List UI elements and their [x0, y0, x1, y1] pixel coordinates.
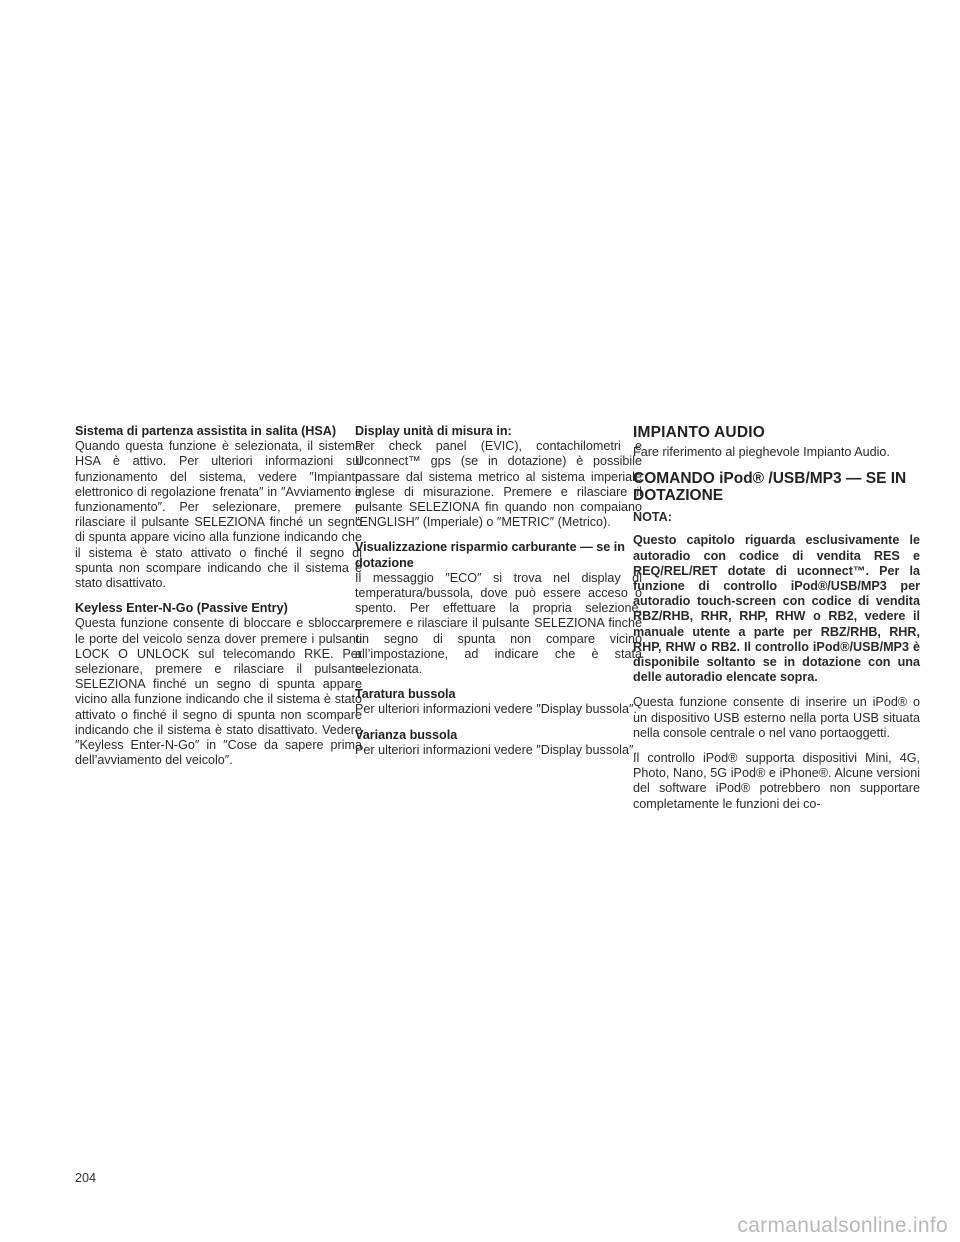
units-heading: Display unità di misura in: [355, 424, 512, 438]
note-text: Questo capitolo riguarda esclusivamente le autoradio con codice di vendita RES e REQ/REL/RET dotate di uconnect™. Per la funzione di controllo iPod®/USB/MP3 per autoradio touch-screen con codice di vendita RBZ/RHB, RHR, RHP, RHW o RB2, vedere il manuale utente a parte per RBZ/RHB, RHR, RHP, RHW o RB2. Il controllo iPod®/USB/MP3 è disponibile soltanto se in dotazione con una delle autoradio elencate sopra. [633, 533, 920, 685]
note-label: NOTA: [633, 510, 672, 525]
section-keyless [75, 601, 362, 768]
ipod-paragraph-1: Questa funzione consente di inserire un iPod® o un dispositivo USB esterno nella porta USB situata nella console centrale o nel vano portaoggetti. [633, 695, 920, 740]
audio-system-paragraph: Fare riferimento al pieghevole Impianto Audio. [633, 445, 890, 459]
watermark: carmanualsonline.info [737, 1214, 948, 1237]
column-right [633, 424, 920, 822]
section-hsa [75, 424, 362, 591]
variance-paragraph: Per ulteriori informazioni vedere ″Display bussola″. [355, 742, 637, 757]
hsa-paragraph: Quando questa funzione è selezionata, il sistema HSA è attivo. Per ulteriori informazioni sul funzionamento del sistema, vedere ″Impianto elettronico di regolazione frenata″ in ″Avviamento e funzionamento″. Per selezionare, premere e rilasciare il pulsante SELEZIONA finché un segno di spunta appare vicino alla funzione indicando che il sistema è stato attivato o finché il segno di spunta non scompare indicando che il sistema è stato disattivato. [75, 439, 362, 591]
ipod-paragraph-2: Il controllo iPod® supporta dispositivi Mini, 4G, Photo, Nano, 5G iPod® e iPhone®. Alcune versioni del software iPod® potrebbero non supportare completamente le funzioni dei co- [633, 751, 920, 811]
keyless-heading: Keyless Enter-N-Go (Passive Entry) [75, 601, 288, 616]
calibration-paragraph: Per ulteriori informazioni vedere ″Display bussola″. [355, 702, 637, 717]
units-paragraph: Per check panel (EVIC), contachilometri e Uconnect™ gps (se in dotazione) è possibile passare dal sistema metrico al sistema imperiale inglese di misurazione. Premere e rilasciare il pulsante SELEZIONA fin quando non compaiano ″ENGLISH″ (Imperiale) o ″METRIC″ (Metrico). [355, 439, 642, 530]
keyless-paragraph: Questa funzione consente di bloccare e sbloccare le porte del veicolo senza dover premere i pulsanti LOCK O UNLOCK sul telecomando RKE. Per selezionare, premere e rilasciare il pulsante SELEZIONA finché un segno di spunta appare vicino alla funzione indicando che il sistema è stato attivato o finché il segno di spunta non scompare indicando che il sistema è stato disattivato. Vedere ″Keyless Enter-N-Go″ in ″Cose da sapere prima dell’avviamento del veicolo″. [75, 616, 362, 768]
ipod-usb-heading: COMANDO iPod® /USB/MP3 — SE IN DOTAZIONE [633, 470, 907, 505]
column-left [75, 424, 362, 778]
section-compass-calibration [355, 687, 642, 717]
calibration-heading: Taratura bussola [355, 687, 456, 702]
hsa-heading: Sistema di partenza assistita in salita (HSA) [75, 424, 337, 438]
column-middle [355, 424, 642, 768]
page-number: 204 [75, 1171, 97, 1185]
eco-heading: Visualizzazione risparmio carburante — se in dotazione [355, 540, 625, 570]
audio-system-heading: IMPIANTO AUDIO [633, 424, 765, 441]
section-eco [355, 540, 642, 677]
section-units [355, 424, 642, 530]
eco-paragraph: Il messaggio ″ECO″ si trova nel display di temperatura/bussola, dove può essere acceso o spento. Per effettuare la propria selezione, premere e rilasciare il pulsante SELEZIONA finché un segno di spunta non compare vicino all’impostazione, ad indicare che è stata selezionata. [355, 570, 642, 677]
variance-heading: Varianza bussola [355, 727, 458, 742]
section-compass-variance [355, 728, 642, 758]
